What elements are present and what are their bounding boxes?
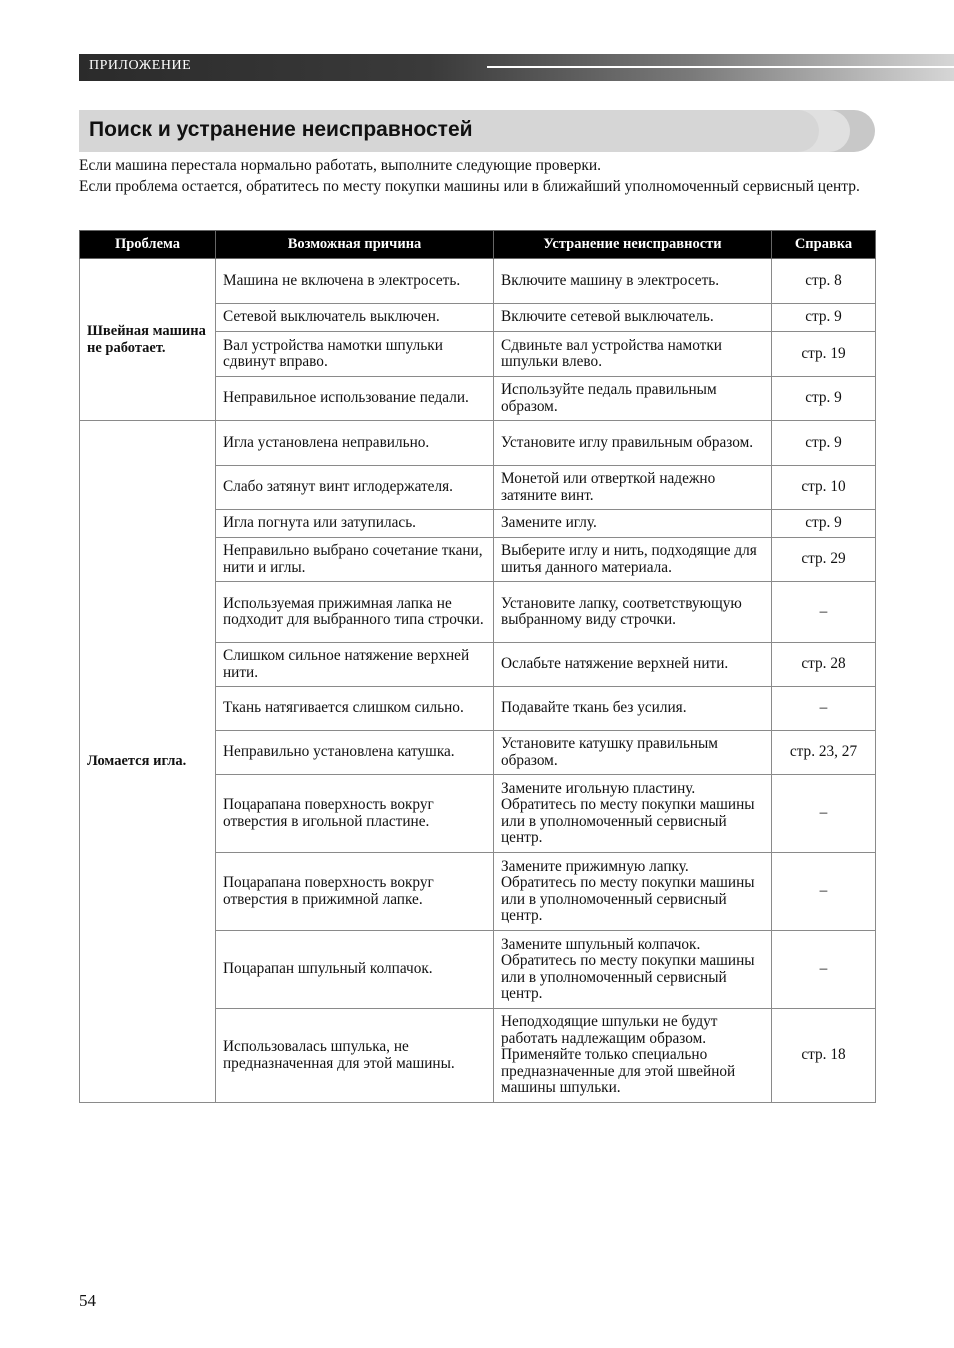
section-label: ПРИЛОЖЕНИЕ [89, 58, 192, 73]
fix-cell: Включите машину в электросеть. [494, 259, 772, 304]
cause-cell: Машина не включена в электросеть. [216, 259, 494, 304]
fix-cell: Установите иглу правильным образом. [494, 421, 772, 466]
reference-cell: стр. 9 [772, 510, 876, 538]
page-title: Поиск и устранение неисправностей [89, 118, 473, 141]
column-header-reference: Справка [772, 231, 876, 259]
reference-cell: стр. 10 [772, 466, 876, 510]
fix-cell: Неподходящие шпульки не будут работать надлежащим образом. Применяйте только специально предназначенные для этой швейной машины шпульки. [494, 1009, 772, 1103]
cause-cell: Игла установлена неправильно. [216, 421, 494, 466]
cause-cell: Поцарапана поверхность вокруг отверстия в прижимной лапке. [216, 853, 494, 931]
cause-cell: Вал устройства намотки шпульки сдвинут вправо. [216, 332, 494, 377]
fix-cell: Выберите иглу и нить, подходящие для шитья данного материала. [494, 538, 772, 582]
troubleshooting-table [79, 230, 876, 1103]
fix-cell: Используйте педаль правильным образом. [494, 377, 772, 421]
reference-cell: – [772, 687, 876, 731]
fix-cell: Замените игольную пластину. Обратитесь по месту покупки машины или в уполномоченный сервисный центр. [494, 775, 772, 853]
intro-line: Если машина перестала нормально работать, выполните следующие проверки. [79, 157, 602, 174]
reference-cell: – [772, 775, 876, 853]
cause-cell: Ткань натягивается слишком сильно. [216, 687, 494, 731]
column-header-fix: Устранение неисправности [494, 231, 772, 259]
problem-cell: Ломается игла. [80, 421, 216, 1103]
reference-cell: стр. 23, 27 [772, 731, 876, 775]
fix-cell: Сдвиньте вал устройства намотки шпульки влево. [494, 332, 772, 377]
reference-cell: стр. 9 [772, 304, 876, 332]
column-header-cause: Возможная причина [216, 231, 494, 259]
fix-cell: Монетой или отверткой надежно затяните винт. [494, 466, 772, 510]
fix-cell: Замените иглу. [494, 510, 772, 538]
cause-cell: Использовалась шпулька, не предназначенная для этой машины. [216, 1009, 494, 1103]
table-header-row [80, 231, 876, 259]
intro-line: Если проблема остается, обратитесь по месту покупки машины или в ближайший уполномоченный сервисный центр. [79, 177, 860, 195]
intro-text [79, 156, 869, 197]
reference-cell: стр. 9 [772, 421, 876, 466]
cause-cell: Поцарапана поверхность вокруг отверстия в игольной пластине. [216, 775, 494, 853]
fix-cell: Замените прижимную лапку. Обратитесь по месту покупки машины или в уполномоченный сервисный центр. [494, 853, 772, 931]
table-row [80, 421, 876, 466]
fix-cell: Установите катушку правильным образом. [494, 731, 772, 775]
fix-cell: Подавайте ткань без усилия. [494, 687, 772, 731]
reference-cell: стр. 8 [772, 259, 876, 304]
cause-cell: Слишком сильное натяжение верхней нити. [216, 643, 494, 687]
cause-cell: Неправильно установлена катушка. [216, 731, 494, 775]
section-header-band [79, 54, 954, 81]
page-number: 54 [79, 1291, 96, 1310]
cause-cell: Игла погнута или затупилась. [216, 510, 494, 538]
cause-cell: Поцарапан шпульный колпачок. [216, 931, 494, 1009]
fix-cell: Установите лапку, соответствующую выбранному виду строчки. [494, 582, 772, 643]
column-header-problem: Проблема [80, 231, 216, 259]
problem-cell: Швейная машина не работает. [80, 259, 216, 421]
reference-cell: стр. 19 [772, 332, 876, 377]
fix-cell: Ослабьте натяжение верхней нити. [494, 643, 772, 687]
reference-cell: стр. 29 [772, 538, 876, 582]
cause-cell: Используемая прижимная лапка не подходит для выбранного типа строчки. [216, 582, 494, 643]
cause-cell: Неправильное использование педали. [216, 377, 494, 421]
reference-cell: – [772, 582, 876, 643]
cause-cell: Сетевой выключатель выключен. [216, 304, 494, 332]
fix-cell: Замените шпульный колпачок. Обратитесь по месту покупки машины или в уполномоченный сервисный центр. [494, 931, 772, 1009]
table-row [80, 259, 876, 304]
cause-cell: Неправильно выбрано сочетание ткани, нити и иглы. [216, 538, 494, 582]
reference-cell: – [772, 853, 876, 931]
cause-cell: Слабо затянут винт иглодержателя. [216, 466, 494, 510]
reference-cell: – [772, 931, 876, 1009]
fix-cell: Включите сетевой выключатель. [494, 304, 772, 332]
header-divider-line [487, 66, 954, 68]
reference-cell: стр. 9 [772, 377, 876, 421]
reference-cell: стр. 28 [772, 643, 876, 687]
reference-cell: стр. 18 [772, 1009, 876, 1103]
